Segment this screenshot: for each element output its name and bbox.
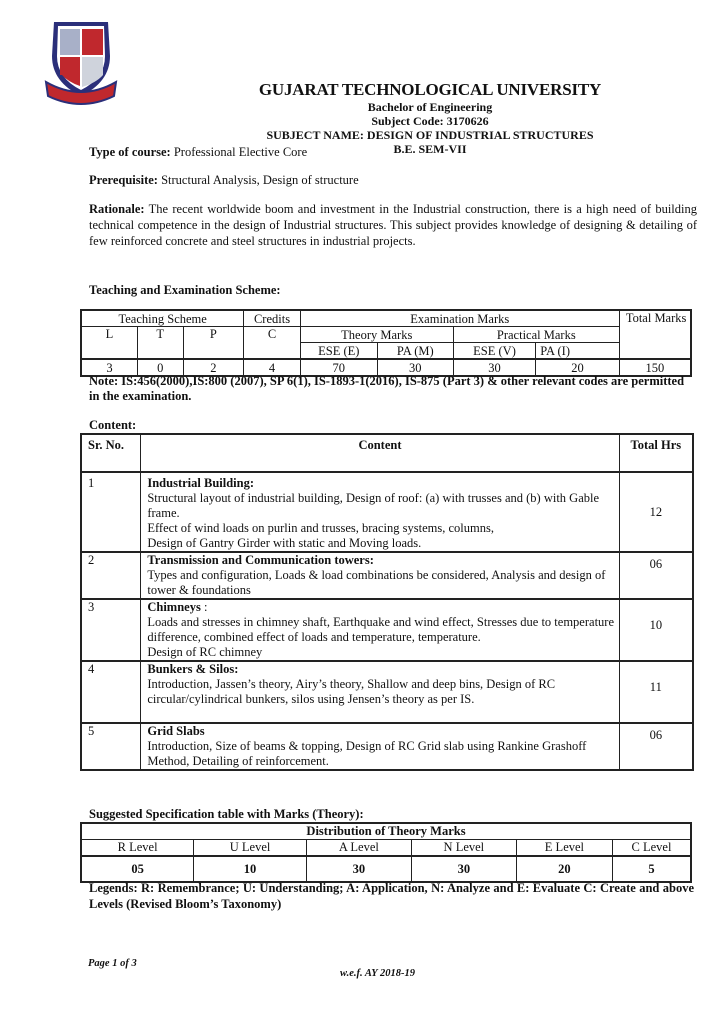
topic-title: Industrial Building: — [147, 476, 254, 490]
rationale — [89, 201, 697, 249]
scheme-heading: Teaching and Examination Scheme: — [89, 283, 281, 297]
pa-m-header: PA (M) — [377, 343, 453, 360]
ese-v-value: 30 — [453, 359, 535, 376]
l-value: 3 — [81, 359, 137, 376]
pa-i-header: PA (I) — [536, 343, 620, 360]
university-name: GUJARAT TECHNOLOGICAL UNIVERSITY — [258, 80, 602, 99]
level-header: A Level — [306, 840, 411, 857]
topic-line: Loads and stresses in chimney shaft, Earthquake and wind effect, Stresses due to temperature difference, combined effect of loads and temperature, temperature. — [147, 615, 614, 644]
subject-name: SUBJECT NAME: DESIGN OF INDUSTRIAL STRUCTURES — [266, 128, 594, 142]
table-row — [81, 723, 693, 770]
course-type — [89, 144, 697, 160]
level-marks: 10 — [194, 856, 307, 882]
level-header: E Level — [516, 840, 612, 857]
specification-heading: Suggested Specification table with Marks (Theory): — [89, 807, 364, 821]
level-marks: 30 — [411, 856, 516, 882]
topic-title: Grid Slabs — [147, 724, 205, 738]
p-value: 2 — [183, 359, 244, 376]
teaching-scheme-header: Teaching Scheme — [81, 310, 244, 327]
topic-line: Structural layout of industrial building, Design of roof: (a) with trusses and (b) with Gable frame. — [147, 491, 600, 520]
university-crest-icon — [44, 16, 118, 108]
legend-text: Legends: R: Remembrance; U: Understanding; A: Application, N: Analyze and E: Evaluate C: Create and above Levels (Revised Bloom’s Taxonomy) — [89, 881, 694, 911]
pa-i-value: 20 — [536, 359, 620, 376]
sr-no: 4 — [81, 661, 141, 723]
sr-no: 1 — [81, 472, 141, 552]
pa-m-value: 30 — [377, 359, 453, 376]
col-sr-no: Sr. No. — [81, 434, 141, 472]
total-marks-header: Total Marks — [619, 310, 691, 359]
credits-header: Credits — [244, 310, 300, 327]
exam-marks-header: Examination Marks — [300, 310, 619, 327]
topic-title-suffix: : — [200, 600, 208, 614]
table-row — [81, 552, 693, 599]
course-type-label: Type of course: — [89, 145, 171, 159]
level-header: C Level — [612, 840, 691, 857]
col-total-hrs: Total Hrs — [619, 434, 693, 472]
level-header: N Level — [411, 840, 516, 857]
table-row — [81, 661, 693, 723]
degree: Bachelor of Engineering — [367, 100, 493, 114]
c-header: C — [244, 327, 300, 360]
level-header: U Level — [194, 840, 307, 857]
topic-title: Bunkers & Silos: — [147, 662, 239, 676]
level-marks: 20 — [516, 856, 612, 882]
topic-title: Chimneys — [147, 600, 201, 614]
content-table — [80, 433, 694, 771]
level-marks: 30 — [306, 856, 411, 882]
t-header: T — [137, 327, 183, 360]
ese-v-header: ESE (V) — [453, 343, 535, 360]
table-row — [81, 472, 693, 552]
sr-no: 5 — [81, 723, 141, 770]
prerequisite-label: Prerequisite: — [89, 173, 158, 187]
content-heading: Content: — [89, 418, 137, 432]
t-value: 0 — [137, 359, 183, 376]
page-number: Page 1 of 3 — [88, 958, 137, 969]
subject-code: Subject Code: 3170626 — [371, 114, 489, 128]
sr-no: 2 — [81, 552, 141, 599]
topic-line: Types and configuration, Loads & load combinations be considered, Analysis and design of tower & foundations — [147, 568, 606, 597]
theory-marks-header: Theory Marks — [300, 327, 453, 343]
semester: B.E. SEM-VII — [393, 142, 467, 156]
prerequisite-value: Structural Analysis, Design of structure — [157, 173, 359, 187]
topic-line: Effect of wind loads on purlin and trusses, bracing systems, columns, — [147, 521, 494, 535]
codes-note: Note: IS:456(2000),IS:800 (2007), SP 6(1), IS-1893-1(2016), IS-875 (Part 3) & other relevant codes are permitted in the examination. — [89, 374, 685, 403]
topic-line: Design of Gantry Girder with static and Moving loads. — [147, 536, 422, 550]
col-content: Content — [141, 434, 619, 472]
hours: 11 — [619, 661, 693, 723]
hours: 06 — [619, 723, 693, 770]
prerequisite — [89, 172, 697, 188]
distribution-title: Distribution of Theory Marks — [81, 823, 691, 840]
topic-line: Design of RC chimney — [147, 645, 263, 659]
l-header: L — [81, 327, 137, 360]
level-marks: 05 — [81, 856, 194, 882]
rationale-value: The recent worldwide boom and investment in the Industrial construction, there is a high need of building technical competence in the design of Industrial structures. This subject provides knowledge of designing & detailing of few reinforced concrete and steel structures in industrial projects. — [89, 202, 697, 248]
ese-e-value: 70 — [300, 359, 377, 376]
c-value: 4 — [244, 359, 300, 376]
table-row — [81, 599, 693, 661]
hours: 12 — [619, 472, 693, 552]
topic-line: Introduction, Jassen’s theory, Airy’s theory, Shallow and deep bins, Design of RC circular/cylindrical bunkers, silos using Jensen’s theory as per IS. — [147, 677, 556, 706]
scheme-table — [80, 309, 692, 377]
sr-no: 3 — [81, 599, 141, 661]
rationale-label: Rationale: — [89, 202, 145, 216]
course-type-value: Professional Elective Core — [170, 145, 308, 159]
level-header: R Level — [81, 840, 194, 857]
wef-academic-year: w.e.f. AY 2018-19 — [340, 968, 415, 979]
specification-table — [80, 822, 692, 883]
level-marks: 5 — [612, 856, 691, 882]
hours: 10 — [619, 599, 693, 661]
total-value: 150 — [619, 359, 691, 376]
topic-title: Transmission and Communication towers: — [147, 553, 374, 567]
p-header: P — [183, 327, 244, 360]
topic-line: Introduction, Size of beams & topping, Design of RC Grid slab using Rankine Grashoff Method, Detailing of reinforcement. — [147, 739, 587, 768]
hours: 06 — [619, 552, 693, 599]
ese-e-header: ESE (E) — [300, 343, 377, 360]
practical-marks-header: Practical Marks — [453, 327, 619, 343]
